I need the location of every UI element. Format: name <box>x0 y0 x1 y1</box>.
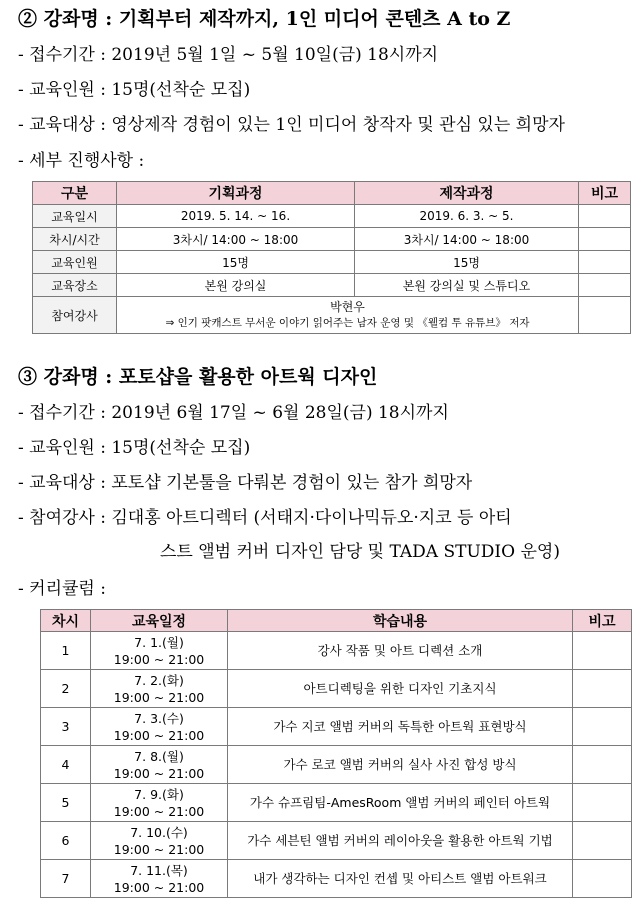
course2-capacity: - 교육인원 : 15명(선착순 모집) <box>18 80 251 100</box>
note-cell <box>579 274 631 297</box>
session-date: 7. 8.(월) <box>134 748 184 764</box>
content-cell: 가수 지코 앨범 커버의 독특한 아트웍 표현방식 <box>228 708 573 746</box>
production-cell: 3차시/ 14:00 ~ 18:00 <box>355 228 579 251</box>
row-label: 참여강사 <box>33 297 117 334</box>
session-time: 19:00 ~ 21:00 <box>113 803 205 819</box>
course3-period: - 접수기간 : 2019년 6월 17일 ~ 6월 28일(금) 18시까지 <box>18 403 449 423</box>
session-time: 19:00 ~ 21:00 <box>113 841 205 857</box>
schedule-cell <box>91 860 228 898</box>
session-number: 4 <box>41 746 91 784</box>
planning-cell: 3차시/ 14:00 ~ 18:00 <box>117 228 355 251</box>
production-cell: 본원 강의실 및 스튜디오 <box>355 274 579 297</box>
note-cell <box>579 228 631 251</box>
instructor-name: 박현우 <box>330 300 365 314</box>
header-production: 제작과정 <box>355 182 579 205</box>
session-number: 5 <box>41 784 91 822</box>
instructor-description: ⇒ 인기 팟캐스트 무서운 이야기 읽어주는 남자 운영 및 《웰컴 투 유튜브》 저자 <box>165 317 530 329</box>
table-header-row <box>41 610 632 632</box>
table-header-row <box>33 182 631 205</box>
session-date: 7. 9.(화) <box>134 786 184 802</box>
table-row <box>33 228 631 251</box>
session-time: 19:00 ~ 21:00 <box>113 879 205 895</box>
course3-heading: ③ 강좌명 : 포토샵을 활용한 아트웍 디자인 <box>18 366 378 388</box>
course3-target: - 교육대상 : 포토샵 기본툴을 다뤄본 경험이 있는 참가 희망자 <box>18 473 473 493</box>
session-number: 7 <box>41 860 91 898</box>
table-row <box>33 251 631 274</box>
course2-target: - 교육대상 : 영상제작 경험이 있는 1인 미디어 창작자 및 관심 있는 희망자 <box>18 115 565 135</box>
course3-capacity: - 교육인원 : 15명(선착순 모집) <box>18 438 251 458</box>
note-cell <box>573 632 632 670</box>
schedule-cell <box>91 632 228 670</box>
course2-heading: ② 강좌명 : 기획부터 제작까지, 1인 미디어 콘텐츠 A to Z <box>18 8 511 30</box>
note-cell <box>573 822 632 860</box>
content-cell: 가수 로코 앨범 커버의 실사 사진 합성 방식 <box>228 746 573 784</box>
session-time: 19:00 ~ 21:00 <box>113 727 205 743</box>
schedule-cell <box>91 670 228 708</box>
note-cell <box>579 297 631 334</box>
content-cell: 내가 생각하는 디자인 컨셉 및 아티스트 앨범 아트워크 <box>228 860 573 898</box>
header-session: 차시 <box>41 610 91 632</box>
note-cell <box>579 205 631 228</box>
course3-curriculum-table <box>40 609 632 898</box>
schedule-cell <box>91 784 228 822</box>
content-cell: 강사 작품 및 아트 디렉션 소개 <box>228 632 573 670</box>
schedule-cell <box>91 746 228 784</box>
header-planning: 기획과정 <box>117 182 355 205</box>
table-row <box>41 784 632 822</box>
row-label: 교육장소 <box>33 274 117 297</box>
header-content: 학습내용 <box>228 610 573 632</box>
session-number: 1 <box>41 632 91 670</box>
course2-schedule-table <box>32 181 631 334</box>
session-number: 2 <box>41 670 91 708</box>
content-cell: 가수 세븐틴 앨범 커버의 레이아웃을 활용한 아트웍 기법 <box>228 822 573 860</box>
table-row <box>41 670 632 708</box>
planning-cell: 15명 <box>117 251 355 274</box>
course3-instructor-line1: - 참여강사 : 김대홍 아트디렉터 (서태지·다이나믹듀오·지코 등 아티 <box>18 508 512 528</box>
schedule-cell <box>91 822 228 860</box>
row-label: 교육일시 <box>33 205 117 228</box>
header-category: 구분 <box>33 182 117 205</box>
instructor-row <box>33 297 631 334</box>
instructor-cell <box>117 297 579 334</box>
session-date: 7. 10.(수) <box>130 824 188 840</box>
session-time: 19:00 ~ 21:00 <box>113 689 205 705</box>
table-row <box>41 708 632 746</box>
note-cell <box>573 670 632 708</box>
table-row <box>33 205 631 228</box>
note-cell <box>573 784 632 822</box>
planning-cell: 2019. 5. 14. ~ 16. <box>117 205 355 228</box>
content-cell: 아트디렉팅을 위한 디자인 기초지식 <box>228 670 573 708</box>
note-cell <box>573 860 632 898</box>
session-time: 19:00 ~ 21:00 <box>113 765 205 781</box>
course3-curriculum-label: - 커리큘럼 : <box>18 579 106 599</box>
production-cell: 2019. 6. 3. ~ 5. <box>355 205 579 228</box>
header-schedule: 교육일정 <box>91 610 228 632</box>
table-row <box>41 822 632 860</box>
course3-instructor-line2: 스트 앨범 커버 디자인 담당 및 TADA STUDIO 운영) <box>160 542 560 562</box>
session-date: 7. 1.(월) <box>134 634 184 650</box>
header-note: 비고 <box>573 610 632 632</box>
planning-cell: 본원 강의실 <box>117 274 355 297</box>
course2-period: - 접수기간 : 2019년 5월 1일 ~ 5월 10일(금) 18시까지 <box>18 45 439 65</box>
schedule-cell <box>91 708 228 746</box>
session-date: 7. 2.(화) <box>134 672 184 688</box>
content-cell: 가수 슈프림팀-AmesRoom 앨범 커버의 페인터 아트웍 <box>228 784 573 822</box>
note-cell <box>573 708 632 746</box>
table-row <box>41 746 632 784</box>
session-number: 3 <box>41 708 91 746</box>
session-time: 19:00 ~ 21:00 <box>113 651 205 667</box>
table-row <box>41 860 632 898</box>
session-date: 7. 3.(수) <box>134 710 184 726</box>
table-row <box>41 632 632 670</box>
row-label: 차시/시간 <box>33 228 117 251</box>
row-label: 교육인원 <box>33 251 117 274</box>
note-cell <box>573 746 632 784</box>
note-cell <box>579 251 631 274</box>
session-number: 6 <box>41 822 91 860</box>
session-date: 7. 11.(목) <box>130 862 188 878</box>
production-cell: 15명 <box>355 251 579 274</box>
header-note: 비고 <box>579 182 631 205</box>
table-row <box>33 274 631 297</box>
course2-details-label: - 세부 진행사항 : <box>18 151 145 171</box>
